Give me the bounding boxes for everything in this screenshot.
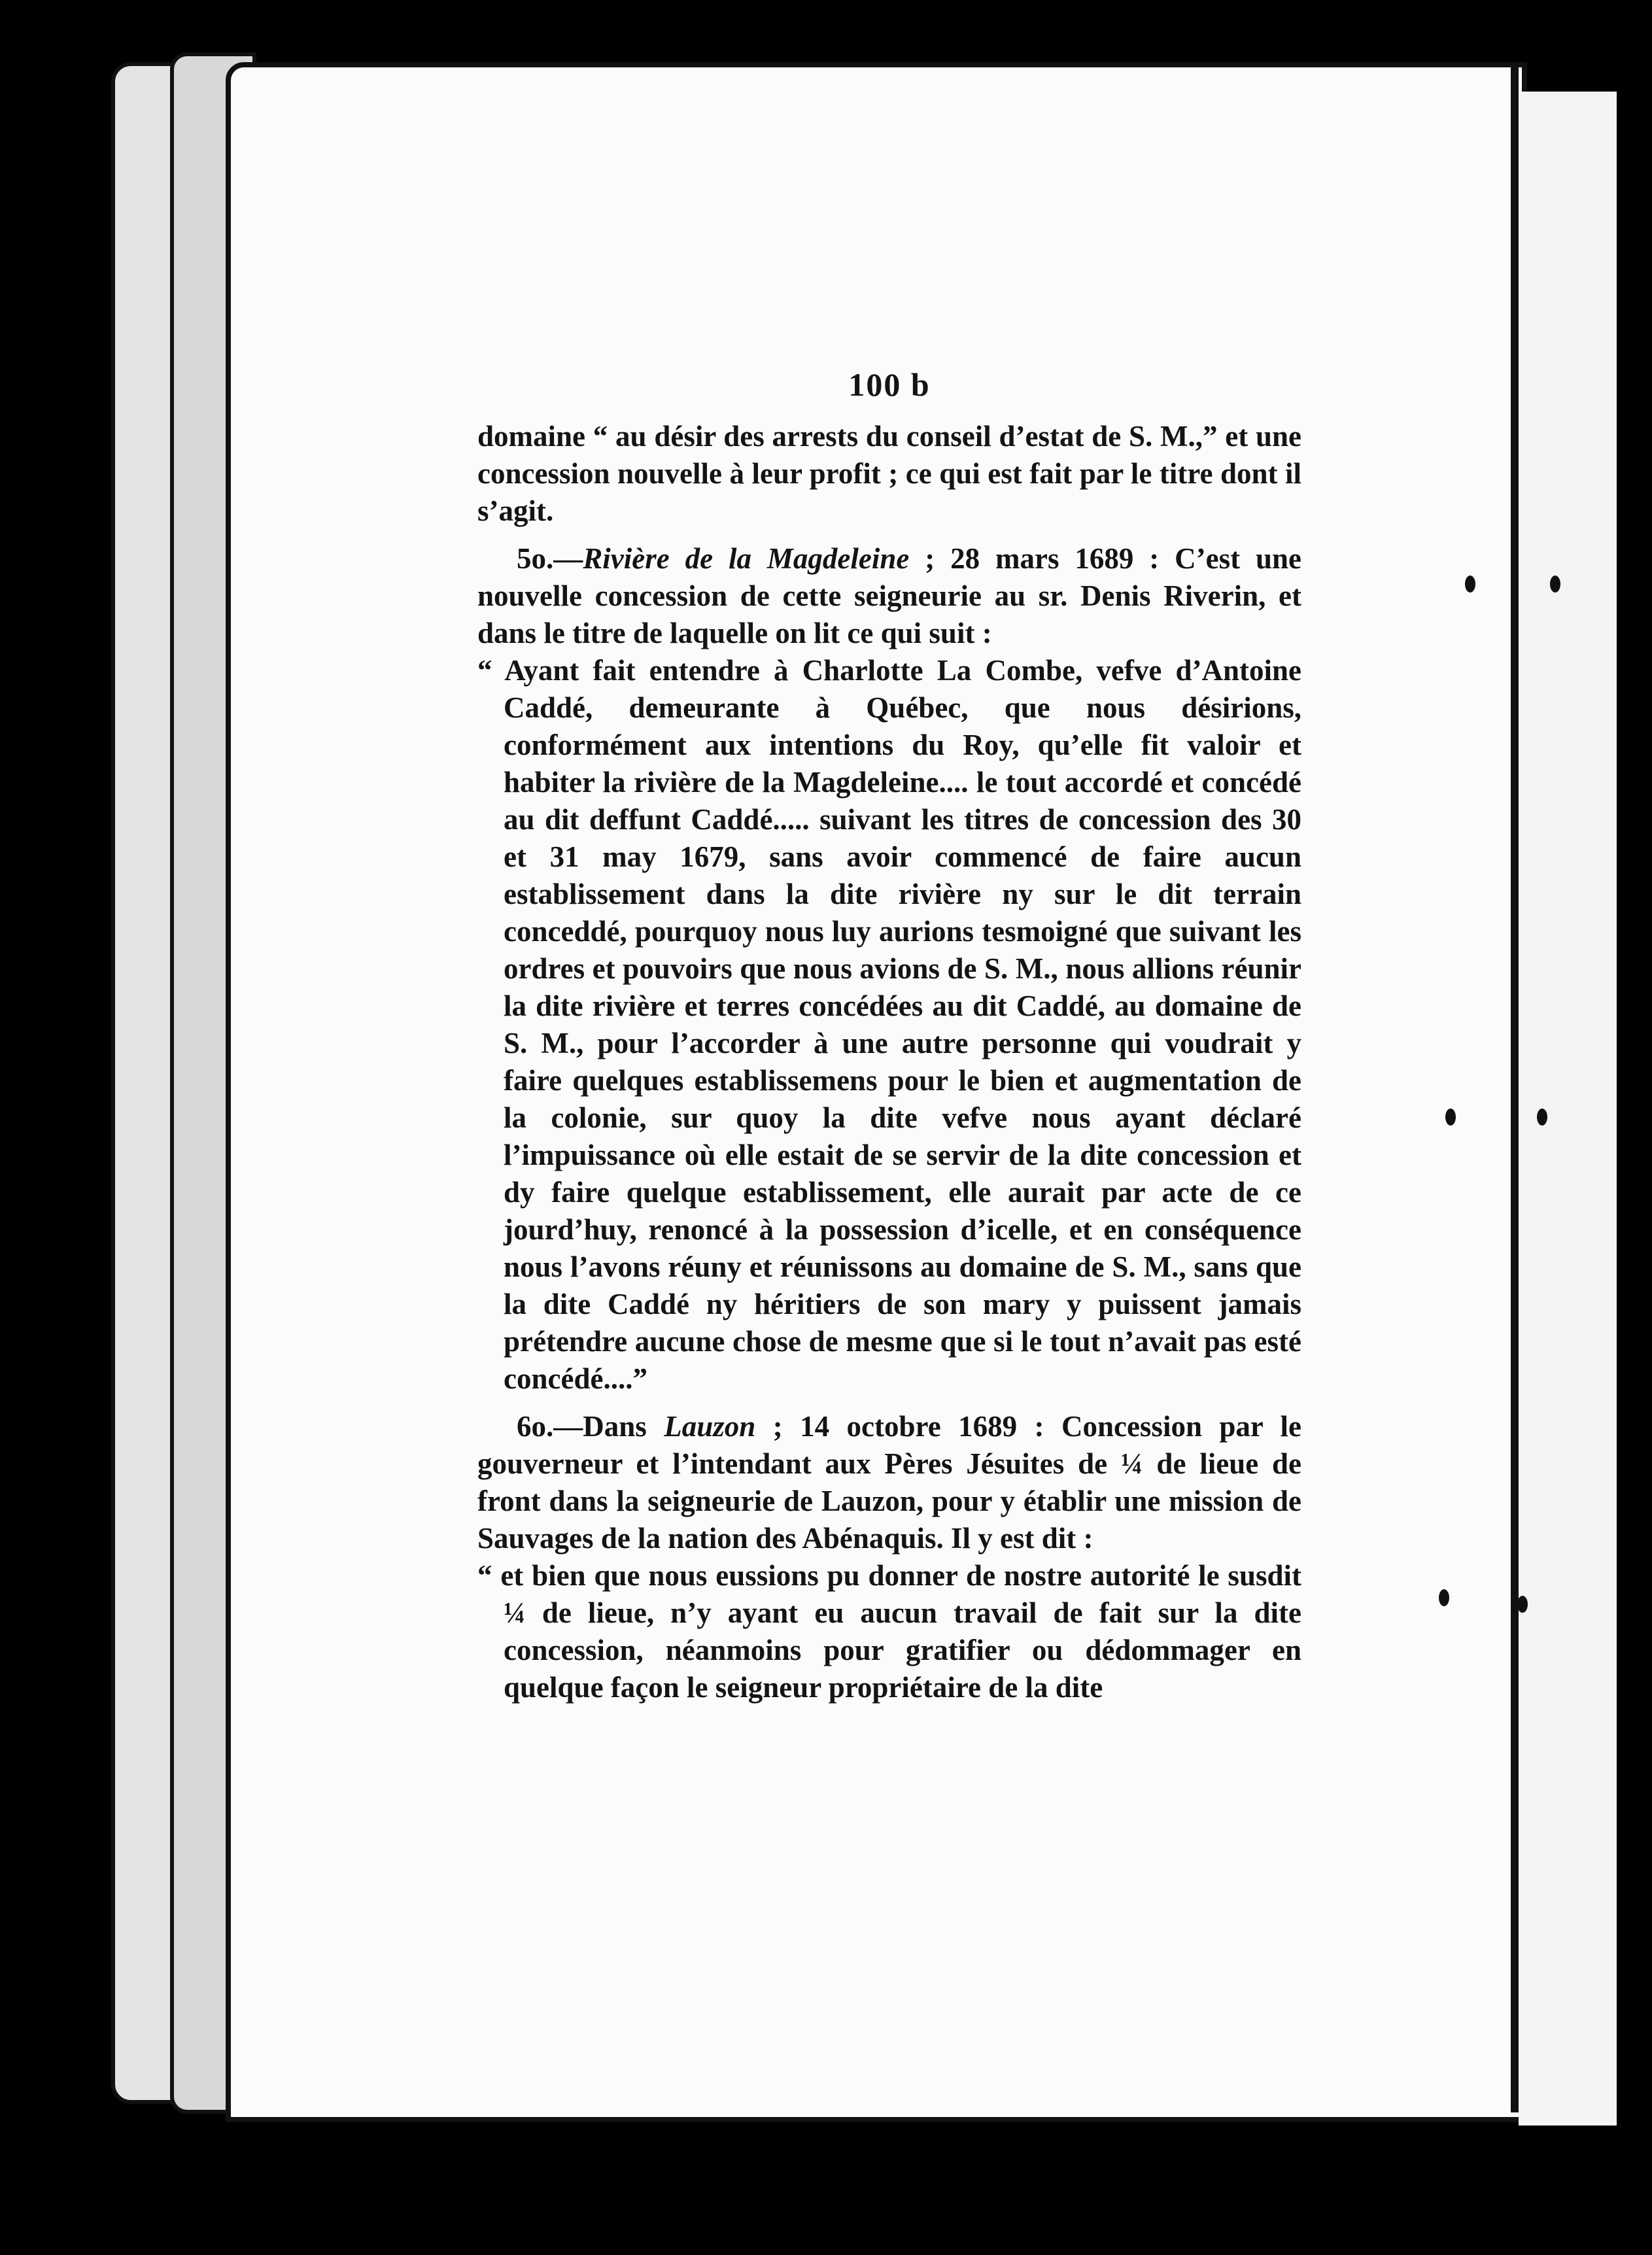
paragraph-2-quote: “ Ayant fait entendre à Charlotte La Combe, vefve d’Antoine Caddé, demeurante à Québec, que nous désirions, conformément aux intentions du Roy, qu’elle fit valoir et habiter la rivière de la Magdeleine.... le tout accordé et concédé au dit deffunt Caddé..... suivant les titres de concession des 30 et 31 may 1679, sans avoir commencé de faire aucun establissement dans la dite rivière ny sur le dit terrain conceddé, pourquoy nous luy aurions tesmoigné que suivant les ordres et pouvoirs que nous avions de S. M., nous allions réunir la dite rivière et terres concédées au dit Caddé, au domaine de S. M., pour l’accorder à une autre personne qui voudrait y faire quelques establissemens pour le bien et augmentation de la colonie, sur quoy la dite vefve nous ayant déclaré l’impuissance où elle estait de se servir de la dite concession et dy faire quelque establissement, elle aurait par acte de ce jourd’huy, renoncé à la possession d’icelle, et en conséquence nous l’avons réuny et réunissons au domaine de S. M., sans que la dite Caddé ny héritiers de son mary y puissent jamais prétendre aucune chose de mesme que si le tout n’avait pas esté concédé....” [477, 654, 1301, 1395]
margin-mark [1439, 1589, 1449, 1606]
paragraph-3-title: Lauzon [664, 1410, 756, 1443]
paragraph-2-lead: 5o.— [517, 542, 583, 575]
paragraph-3-quote: “ et bien que nous eussions pu donner de nostre autorité le susdit ¼ de lieue, n’y ayant eu aucun travail de fait sur la dite concession, néanmoins pour gratifier ou dédommager en quelque façon le seigneur propriétaire de la dite [477, 1559, 1301, 1704]
paragraph-1-text: domaine “ au désir des arrests du conseil d’estat de S. M.,” et une concession nouvelle à leur profit ; ce qui est fait par le titre dont il s’agit. [477, 420, 1301, 527]
page-number: 100 b [848, 366, 931, 403]
page-text [477, 366, 1301, 1717]
paragraph-2-title: Rivière de la Magdeleine [583, 542, 910, 575]
paragraph-1 [477, 418, 1301, 530]
margin-mark [1550, 576, 1560, 593]
margin-mark [1537, 1109, 1547, 1126]
facing-page-strip [1519, 92, 1617, 2126]
page-gutter-rule [1511, 65, 1519, 2112]
paragraph-3-lead: 6o.—Dans [517, 1410, 664, 1443]
paragraph-3 [477, 1408, 1301, 1706]
margin-mark [1517, 1596, 1528, 1613]
paragraph-3-text: ; 14 octobre 1689 : Concession par le gouverneur et l’intendant aux Pères Jésuites de ¼ de lieue de front dans la seigneurie de Lauzon, pour y établir une mission de Sauvages de la nation des Abénaquis. Il y est dit : [477, 1410, 1301, 1555]
paragraph-2 [477, 540, 1301, 1398]
paragraph-2-text: ; 28 mars 1689 : C’est une nouvelle concession de cette seigneurie au sr. Denis Riverin, et dans le titre de laquelle on lit ce qui suit : [477, 542, 1302, 649]
margin-mark [1445, 1109, 1456, 1126]
margin-mark [1465, 576, 1475, 593]
